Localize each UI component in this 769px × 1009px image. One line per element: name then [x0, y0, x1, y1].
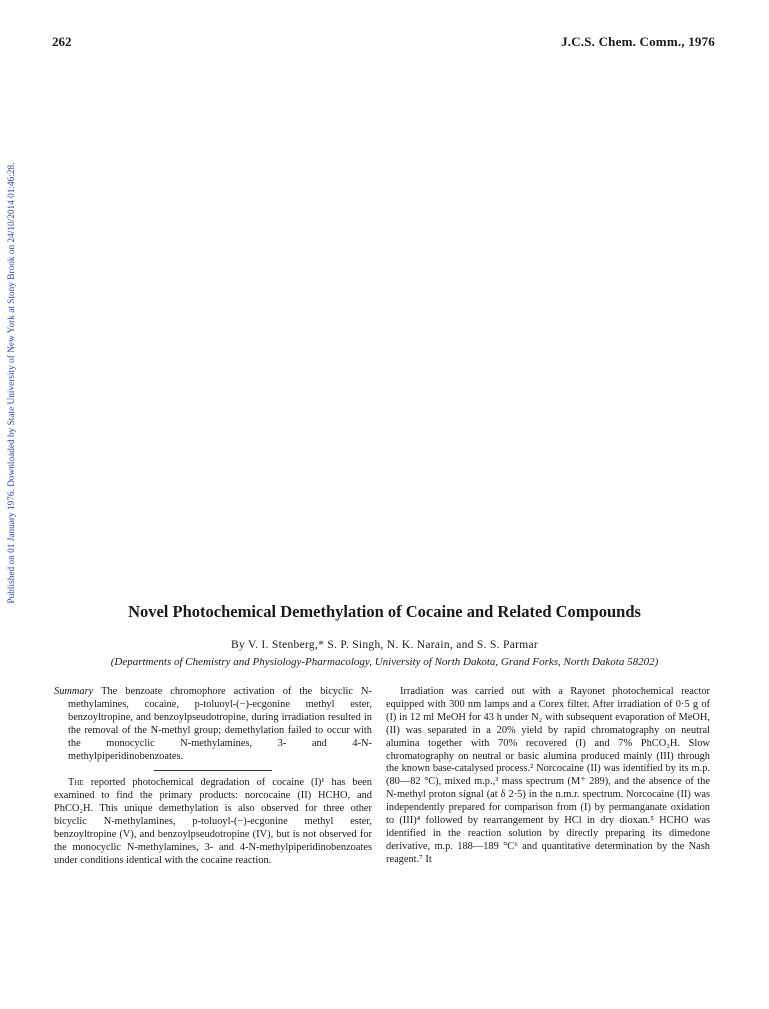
section-divider [154, 770, 272, 771]
affiliation-line: (Departments of Chemistry and Physiology-Pharmacology, University of North Dakota, Grand Forks, North Dakota 58202) [110, 656, 659, 668]
left-column [54, 686, 372, 868]
intro-paragraph [54, 777, 372, 867]
summary-text: The benzoate chromophore activation of the bicyclic N-methylamines, cocaine, p-toluoyl-(−)-ecgonine methyl ester, benzoyltropine, and benzoylpseudotropine, during irradiation resulted in the removal of the N-methyl group; demethylation failed to occur with the monocyclic N-methylamines, 3- and 4-N-methylpiperidinobenzoates. [68, 686, 372, 762]
experimental-paragraph: Irradiation was carried out with a Rayonet photochemical reactor equipped with 300 nm lamps and a Corex filter. After irradiation of 0·5 g of (I) in 12 ml MeOH for 43 h under N₂ with subsequent evaporation of MeOH, (II) was separated in a 20% yield by rapid chromatography on neutral alumina together with 70% recovered (I) and 7% PhCO₂H. Slow chromatography on neutral or basic alumina produced mainly (III) through the known base-catalysed process.² Norcocaine (II) was identified by its m.p. (80—82 °C), mixed m.p.,³ mass spectrum (M⁺ 289), and the absence of the N-methyl proton signal (at δ 2·5) in the n.m.r. spectrum. Norcocaine (II) was independently prepared for comparison from (I) by permanganate oxidation to (III)⁴ followed by rearrangement by HCl in dry dioxan.⁵ HCHO was identified in the reaction solution by directly preparing its dimedone derivative, m.p. 188—189 °C⁶ and quantitative determination by the Nash reagent.⁷ It [386, 686, 710, 865]
article-title: Novel Photochemical Demethylation of Cocaine and Related Compounds [128, 602, 641, 621]
intro-text: reported photochemical degradation of cocaine (I)¹ has been examined to find the primary products: norcocaine (II) HCHO, and PhCO₂H. This unique demethylation is also observed for three other bicyclic N-methylamines, p-toluoyl-(−)-ecgonine methyl ester, benzoyltropine (V), and benzoylpseudotropine (IV), but is not observed for the monocyclic N-methylamines, 3- and 4-N-methylpiperidinobenzoates under conditions identical with the cocaine reaction. [54, 777, 372, 866]
summary-paragraph [54, 686, 372, 763]
download-notice [6, 130, 18, 635]
summary-label: Summary [54, 686, 94, 697]
intro-lead-word: The [68, 777, 84, 789]
right-column [386, 686, 710, 867]
running-head: J.C.S. Chem. Comm., 1976 [561, 34, 715, 49]
download-notice-text: Published on 01 January 1976. Downloaded by State University of New York at Stony Brook on 24/10/2014 01:46:28. [7, 161, 17, 604]
author-line: By V. I. Stenberg,* S. P. Singh, N. K. Narain, and S. S. Parmar [230, 639, 539, 651]
page-number: 262 [52, 34, 72, 49]
